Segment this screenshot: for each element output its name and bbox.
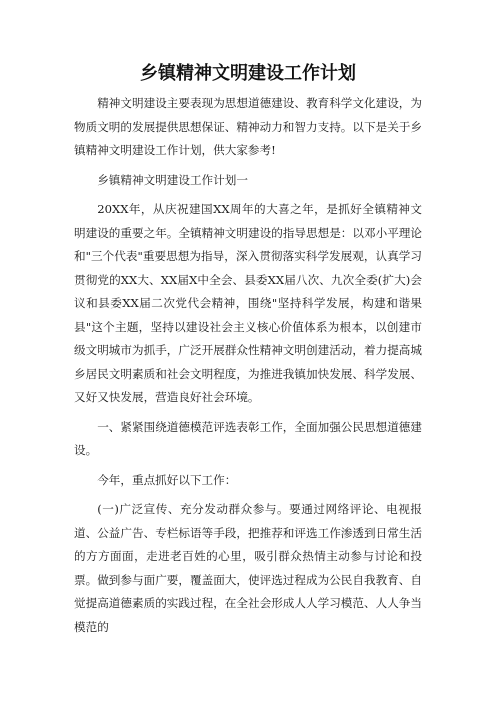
paragraph-item-one-heading: 一、紧紧围绕道德模范评选表彰工作，全面加强公民思想道德建设。 [74,419,422,457]
paragraph-intro: 精神文明建设主要表现为思想道德建设、教育科学文化建设，为物质文明的发展提供思想保证、精神动力和智力支持。以下是关于乡镇精神文明建设工作计划，供大家参考! [74,96,422,157]
paragraph-key-work: 今年，重点抓好以下工作： [97,472,237,487]
paragraph-publicity: (一)广泛宣传、充分发动群众参与。要通过网络评论、电视报道、公益广告、专栏标语等手段，把推荐和评选工作渗透到日常生活的方方面面，走进老百姓的心里，吸引群众热情主动参与讨论和投票。做到参与面广要，覆盖面大，使评选过程成为公民自我教育、自觉提高道德素质的实践过程，在全社会形成人人学习模范、人人争当模范的 [74,502,422,634]
paragraph-section-heading: 乡镇精神文明建设工作计划一 [97,172,248,187]
paragraph-guiding-ideology: 20XX年，从庆祝建国XX周年的大喜之年，是抓好全镇精神文明建设的重要之年。全镇精神文明建设的指导思想是：以邓小平理论和"三个代表"重要思想为指导，深入贯彻落实科学发展观，认真学习贯彻党的XX大、XX届X中全会、县委XX届八次、九次全委(扩大)会议和县委XX届二次党代会精神，围绕"坚持科学发展，构建和谐果县"这个主题，坚持以建设社会主义核心价值体系为根本，以创建市级文明城市为抓手，广泛开展群众性精神文明创建活动，着力提高城乡居民文明素质和社会文明程度，为推进我镇加快发展、科学发展、又好又快发展，营造良好社会环境。 [74,202,422,404]
document-title: 乡镇精神文明建设工作计划 [140,63,356,84]
document-body [74,92,422,645]
